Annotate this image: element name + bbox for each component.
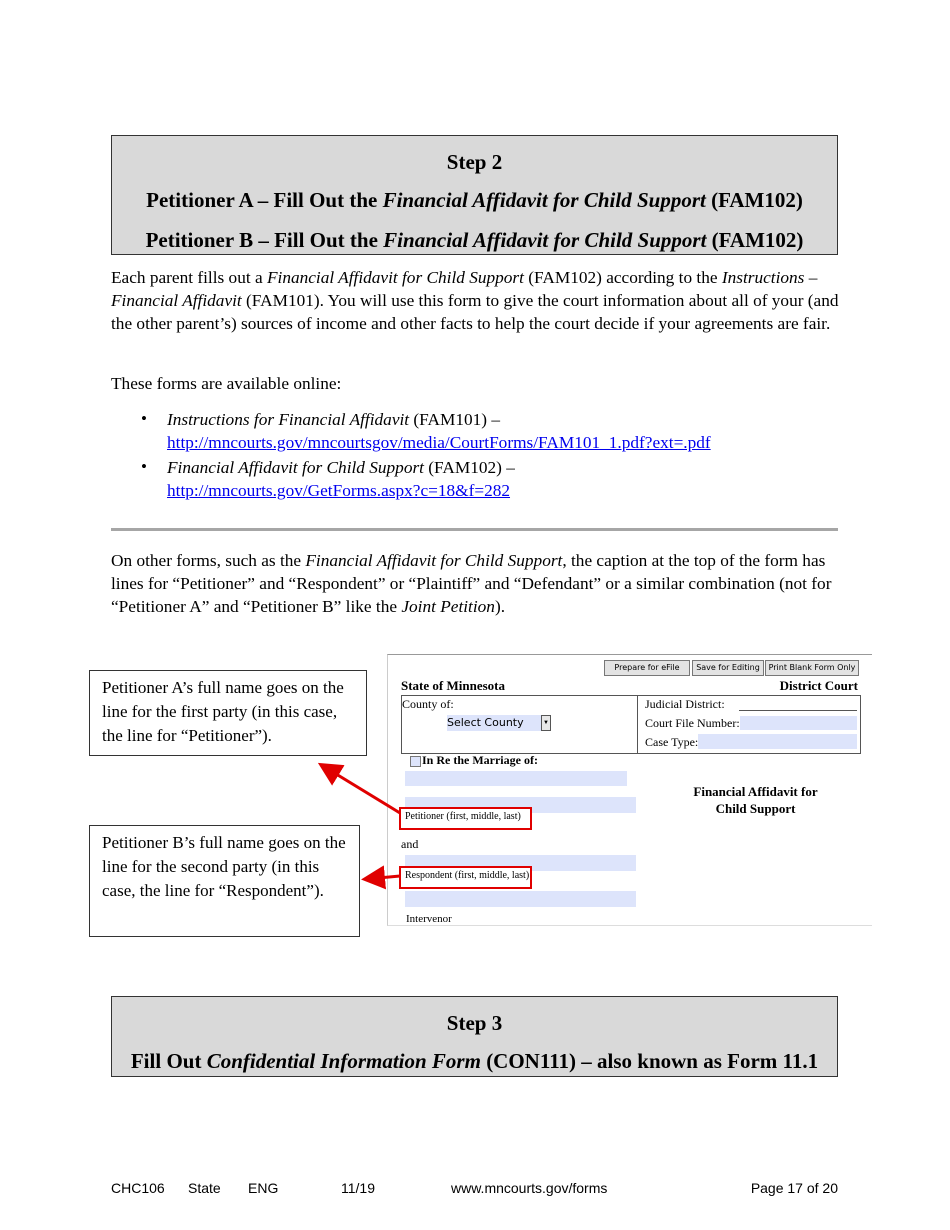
intro-paragraph: Each parent fills out a Financial Affidavit for Child Support (FAM102) according to the Instructions – Financial Affidavit (FAM101). You will use this form to give the court information about all of your (and the other parent’s) sources of income and other facts to help the court decide if your agreements are fair. <box>111 268 839 333</box>
step-3-line: Fill Out Confidential Information Form (CON111) – also known as Form 11.1 <box>130 1049 819 1073</box>
save-editing-button[interactable]: Save for Editing <box>692 660 764 676</box>
fam101-link[interactable]: http://mncourts.gov/mncourtsgov/media/CourtForms/FAM101_1.pdf?ext=.pdf <box>167 433 711 452</box>
list-item: Financial Affidavit for Child Support (FAM102) – http://mncourts.gov/GetForms.aspx?c=18&f=282 <box>167 458 515 500</box>
prepare-efile-button[interactable]: Prepare for eFile <box>604 660 690 676</box>
form-title: Financial Affidavit for Child Support <box>693 784 818 816</box>
other-forms-paragraph: On other forms, such as the Financial Affidavit for Child Support, the caption at the top of the form has lines for “Petitioner” and “Respondent” or “Plaintiff” and “Defendant” or a similar combination (not for “Petitioner A” and “Petitioner B” like the Joint Petition). <box>111 551 832 616</box>
court-label: District Court <box>779 678 858 693</box>
print-blank-button[interactable]: Print Blank Form Only <box>765 660 859 676</box>
respondent-highlight: Respondent (first, middle, last) <box>399 866 532 889</box>
judicial-district-label: Judicial District: <box>645 697 725 711</box>
footer-jurisdiction: State <box>188 1180 221 1196</box>
footer-code: CHC106 <box>111 1180 165 1196</box>
court-file-number-label: Court File Number: <box>645 716 740 730</box>
footer-website: www.mncourts.gov/forms <box>451 1180 608 1196</box>
county-label: County of: <box>402 697 454 711</box>
step-2-line-b: Petitioner B – Fill Out the Financial Affidavit for Child Support (FAM102) <box>145 228 804 252</box>
chevron-down-icon[interactable]: ▼ <box>541 715 551 731</box>
arrow-petitioner <box>323 766 400 813</box>
footer-page-number: Page 17 of 20 <box>750 1180 838 1196</box>
state-label: State of Minnesota <box>401 678 505 693</box>
intervenor-label: Intervenor <box>406 913 452 925</box>
callout-petitioner-a: Petitioner A’s full name goes on the line for the first party (in this case, the line for “Petitioner”). <box>89 670 367 756</box>
in-re-label: In Re the Marriage of: <box>422 753 538 767</box>
case-type-label: Case Type: <box>645 735 699 749</box>
arrow-respondent <box>367 876 400 879</box>
fam102-link[interactable]: http://mncourts.gov/GetForms.aspx?c=18&f=282 <box>167 481 511 500</box>
step-2-line-a: Petitioner A – Fill Out the Financial Affidavit for Child Support (FAM102) <box>146 188 803 212</box>
footer-date: 11/19 <box>341 1180 375 1196</box>
petitioner-highlight: Petitioner (first, middle, last) <box>399 807 532 830</box>
county-select-value: Select County <box>447 716 524 729</box>
footer-language: ENG <box>248 1180 279 1196</box>
step-2-title: Step 2 <box>446 150 503 174</box>
callout-petitioner-b: Petitioner B’s full name goes on the line for the second party (in this case, the line for “Respondent”). <box>89 825 360 937</box>
forms-available-text: These forms are available online: <box>111 374 342 393</box>
bullet-icon: • <box>141 457 147 476</box>
step-3-box <box>111 996 838 1077</box>
and-label: and <box>401 837 419 851</box>
bullet-icon: • <box>141 409 147 428</box>
step-3-title: Step 3 <box>446 1011 503 1035</box>
list-item: Instructions for Financial Affidavit (FAM101) – http://mncourts.gov/mncourtsgov/media/CourtForms/FAM101_1.pdf?ext=.pdf <box>167 410 711 452</box>
